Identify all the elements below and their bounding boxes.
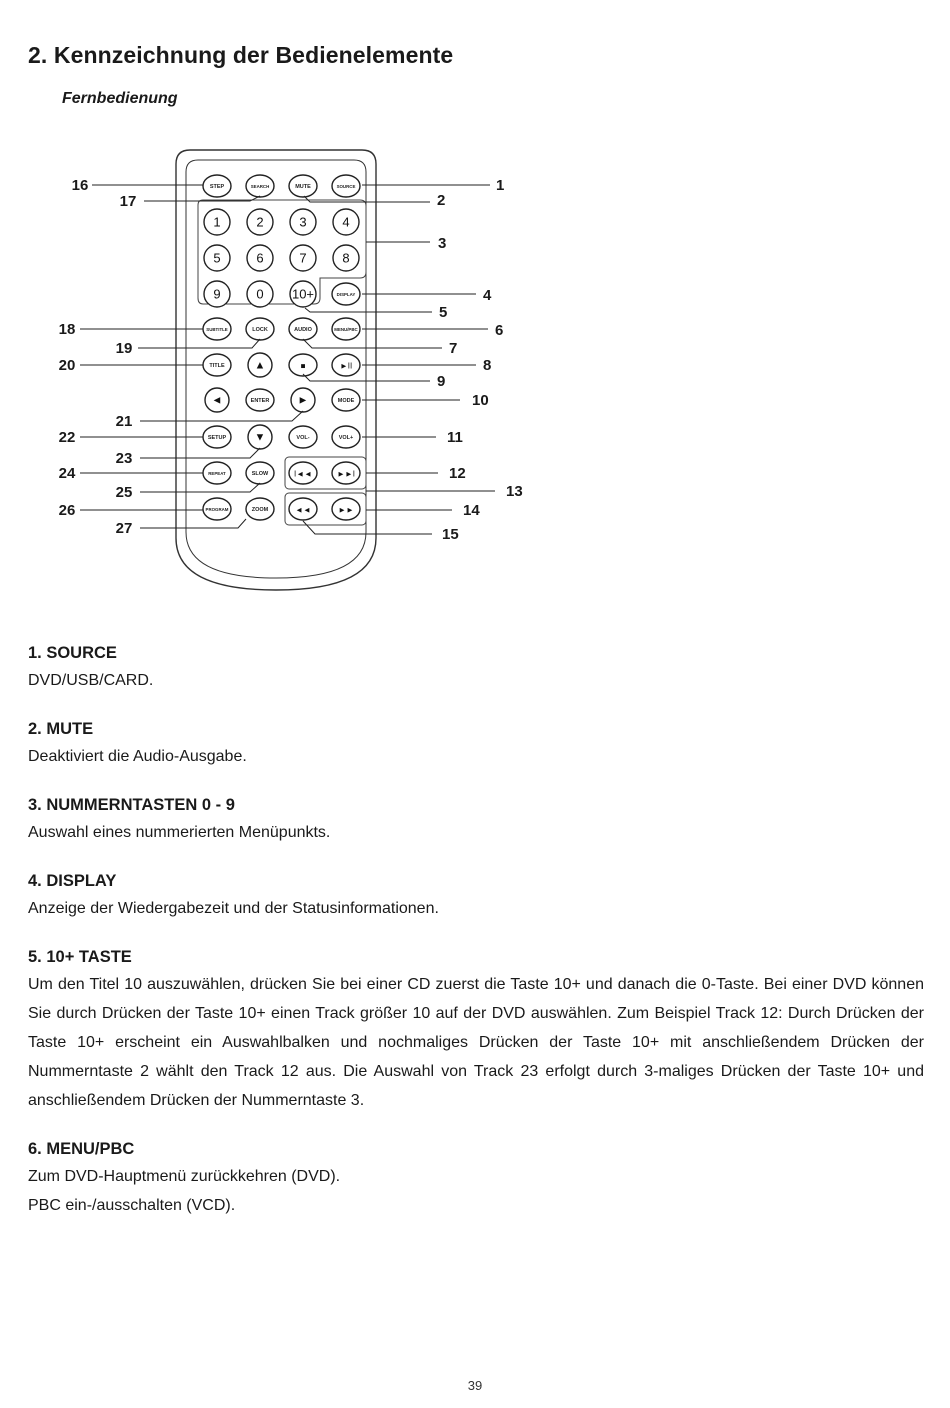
- section-5: [28, 944, 924, 1115]
- callout-number-24: 24: [58, 465, 76, 482]
- remote-button-b1[interactable]: [332, 175, 360, 197]
- remote-button-label: SETUP: [207, 435, 227, 441]
- callout-number-18: 18: [58, 321, 76, 338]
- remote-button-label: ■: [300, 361, 306, 371]
- remote-button-b25[interactable]: [246, 462, 274, 484]
- callout-number-5: 5: [439, 304, 448, 321]
- section-title: 1. SOURCE: [28, 644, 117, 662]
- remote-button-label: VOL+: [338, 435, 354, 441]
- remote-button-b18[interactable]: [203, 318, 231, 340]
- section-text: Deaktiviert die Audio-Ausgabe.: [28, 748, 247, 765]
- remote-button-stop[interactable]: [289, 354, 317, 376]
- remote-button-d8[interactable]: [333, 245, 359, 271]
- remote-button-label: 4: [342, 214, 350, 230]
- remote-button-label: ◄◄: [295, 505, 311, 515]
- remote-button-prev[interactable]: [289, 462, 317, 484]
- remote-button-label: VOL-: [296, 435, 310, 441]
- remote-button-label: ►►I: [336, 469, 356, 479]
- callout-number-21: 21: [115, 413, 133, 430]
- remote-button-d5[interactable]: [204, 245, 230, 271]
- remote-button-label: 5: [213, 250, 221, 266]
- callout-number-8: 8: [483, 357, 492, 374]
- page-subtitle: Fernbedienung: [62, 90, 178, 107]
- callout-line-21: [140, 411, 303, 421]
- section-text: Um den Titel 10 auszuwählen, drücken Sie bei einer CD zuerst die Taste 10+ und danach die 0-Taste. Bei einer DVD können Sie durch Drücken der Taste 10+ einen Track größer 10 auf der DVD auswählen. Zum Beispiel Track 12: Durch Drücken der Taste 10+ erscheint ein Auswahlbalken und nochmaliges Drücken der Taste 10+ mit anschließendem Drücken der Nummerntaste 2 wählt den Track 12 aus. Die Auswahl von Track 23 erfolgt durch 3-maliges Drücken der Taste 10+ und anschließendem Drücken der Nummerntaste 3.: [28, 976, 924, 1109]
- callout-number-1: 1: [496, 177, 505, 194]
- callout-number-6: 6: [495, 322, 504, 339]
- callout-number-10: 10: [472, 392, 489, 409]
- remote-button-b26[interactable]: [203, 498, 231, 520]
- callout-line-5: [305, 308, 432, 312]
- section-title: 3. NUMMERNTASTEN 0 - 9: [28, 796, 235, 814]
- remote-button-label: DISPLAY: [336, 292, 356, 297]
- remote-button-b17[interactable]: [246, 175, 274, 197]
- remote-button-label: MUTE: [295, 184, 311, 190]
- callout-number-25: 25: [115, 484, 133, 501]
- callout-number-19: 19: [115, 340, 133, 357]
- remote-button-right[interactable]: [291, 388, 315, 412]
- page-number: 39: [467, 1378, 483, 1393]
- remote-button-label: 2: [256, 214, 264, 230]
- remote-button-d9[interactable]: [204, 281, 230, 307]
- section-title: 4. DISPLAY: [28, 872, 117, 890]
- remote-button-d1[interactable]: [204, 209, 230, 235]
- remote-button-label: MODE: [337, 398, 355, 404]
- remote-button-label: ►II: [339, 361, 353, 371]
- callout-number-13: 13: [506, 483, 523, 500]
- callout-line-19: [138, 339, 260, 348]
- remote-button-rew[interactable]: [289, 498, 317, 520]
- section-6: [28, 1136, 924, 1220]
- remote-button-b19[interactable]: [246, 318, 274, 340]
- remote-button-label: TITLE: [209, 363, 225, 369]
- remote-button-label: 10+: [291, 286, 315, 302]
- remote-button-label: ZOOM: [251, 507, 269, 513]
- remote-button-label: ▲: [254, 359, 266, 372]
- remote-button-label: 7: [299, 250, 307, 266]
- callout-line-27: [140, 519, 246, 528]
- remote-button-label: LOCK: [252, 327, 268, 333]
- remote-button-label: ENTER: [250, 398, 270, 404]
- section-text: PBC ein-/ausschalten (VCD).: [28, 1197, 236, 1214]
- callout-number-2: 2: [437, 192, 446, 209]
- remote-button-label: SEARCH: [250, 184, 270, 189]
- remote-button-enter[interactable]: [246, 389, 274, 411]
- callout-number-4: 4: [483, 287, 492, 304]
- remote-button-b27[interactable]: [246, 498, 274, 520]
- callout-line-15: [303, 521, 432, 534]
- callout-number-3: 3: [438, 235, 447, 252]
- section-text: Anzeige der Wiedergabezeit und der Statusinformationen.: [28, 900, 439, 917]
- callout-number-20: 20: [58, 357, 76, 374]
- callout-line-25: [140, 483, 260, 492]
- remote-button-label: 0: [256, 286, 264, 302]
- remote-control-diagram: [0, 130, 950, 610]
- remote-button-d3[interactable]: [290, 209, 316, 235]
- remote-button-d6[interactable]: [247, 245, 273, 271]
- remote-button-label: SOURCE: [336, 184, 356, 189]
- section-text: DVD/USB/CARD.: [28, 672, 154, 689]
- remote-button-b10[interactable]: [332, 389, 360, 411]
- remote-button-next[interactable]: [332, 462, 360, 484]
- callout-number-9: 9: [437, 373, 446, 390]
- remote-button-b7[interactable]: [289, 318, 317, 340]
- callout-number-15: 15: [442, 526, 459, 543]
- remote-button-label: AUDIO: [294, 327, 312, 333]
- section-text: Zum DVD-Hauptmenü zurückkehren (DVD).: [28, 1168, 341, 1185]
- remote-button-b20[interactable]: [203, 354, 231, 376]
- remote-button-label: 8: [342, 250, 350, 266]
- remote-button-label: PROGRAM: [205, 507, 229, 512]
- callout-number-23: 23: [115, 450, 133, 467]
- callout-line-7: [303, 339, 442, 348]
- remote-button-label: 6: [256, 250, 264, 266]
- description-sections: [28, 640, 924, 1241]
- page-title: 2. Kennzeichnung der Bedienelemente: [28, 42, 454, 68]
- callout-number-11: 11: [447, 429, 463, 446]
- remote-button-d2[interactable]: [247, 209, 273, 235]
- remote-button-b22[interactable]: [203, 426, 231, 448]
- section-text: Auswahl eines nummerierten Menüpunkts.: [28, 824, 331, 841]
- remote-button-label: ►►: [338, 505, 354, 515]
- remote-button-label: 1: [213, 214, 221, 230]
- remote-button-label: REPEAT: [208, 471, 226, 476]
- remote-button-play[interactable]: [332, 354, 360, 376]
- remote-button-d4[interactable]: [333, 209, 359, 235]
- remote-button-b4[interactable]: [332, 283, 360, 305]
- section-4: [28, 868, 924, 923]
- section-1: [28, 640, 924, 695]
- callout-number-27: 27: [115, 520, 133, 537]
- remote-button-b24[interactable]: [203, 462, 231, 484]
- remote-button-label: SLOW: [251, 471, 269, 477]
- remote-button-label: 3: [299, 214, 307, 230]
- remote-button-b6[interactable]: [332, 318, 360, 340]
- section-3: [28, 792, 924, 847]
- callout-number-16: 16: [71, 177, 89, 194]
- remote-button-volup[interactable]: [332, 426, 360, 448]
- section-title: 2. MUTE: [28, 720, 94, 738]
- remote-button-d7[interactable]: [290, 245, 316, 271]
- callout-number-26: 26: [58, 502, 76, 519]
- remote-button-label: ►: [297, 394, 309, 407]
- remote-button-d10[interactable]: [290, 281, 316, 307]
- section-title: 6. MENU/PBC: [28, 1140, 135, 1158]
- callout-line-2: [304, 196, 430, 202]
- section-title: 5. 10+ TASTE: [28, 948, 132, 966]
- remote-button-label: 9: [213, 286, 221, 302]
- remote-button-left[interactable]: [205, 388, 229, 412]
- callout-number-17: 17: [119, 193, 137, 210]
- remote-button-label: MENU/PBC: [334, 327, 358, 332]
- remote-button-b16[interactable]: [203, 175, 231, 197]
- remote-button-b2[interactable]: [289, 175, 317, 197]
- section-2: [28, 716, 924, 771]
- callout-line-23: [140, 448, 260, 458]
- remote-button-d0[interactable]: [247, 281, 273, 307]
- remote-button-label: I◄◄: [293, 469, 313, 479]
- remote-button-down[interactable]: [248, 425, 272, 449]
- remote-button-label: ▼: [254, 431, 266, 444]
- remote-button-label: STEP: [209, 184, 225, 190]
- remote-button-voldn[interactable]: [289, 426, 317, 448]
- remote-button-label: SUBTITLE: [206, 327, 228, 332]
- callout-number-14: 14: [463, 502, 480, 519]
- remote-button-ff[interactable]: [332, 498, 360, 520]
- remote-button-up[interactable]: [248, 353, 272, 377]
- callout-number-12: 12: [449, 465, 466, 482]
- callout-number-22: 22: [58, 429, 76, 446]
- callout-number-7: 7: [449, 340, 458, 357]
- remote-button-label: ◄: [211, 394, 223, 407]
